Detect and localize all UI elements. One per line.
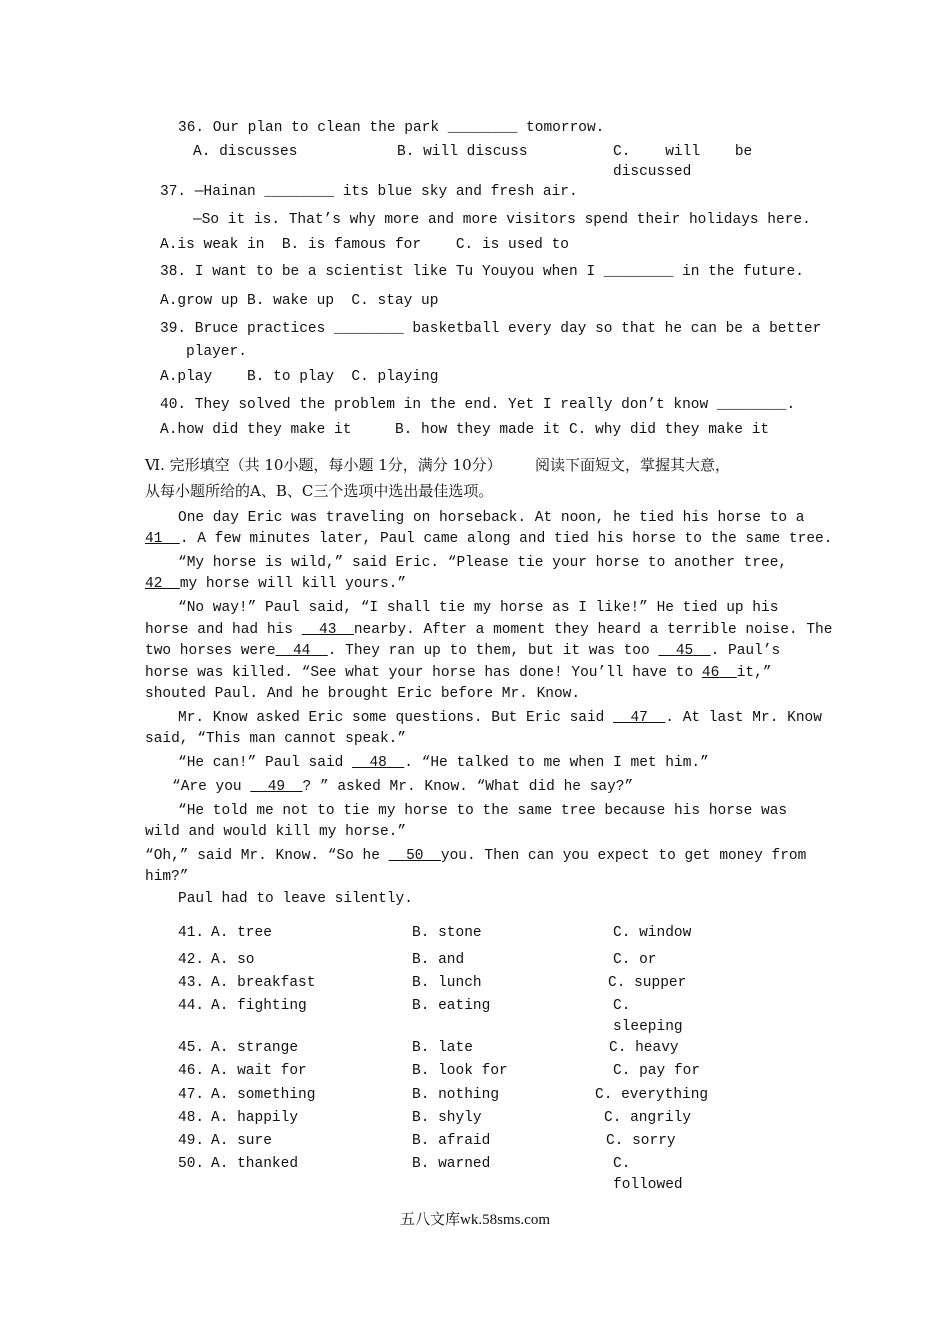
option-c: C. window: [613, 925, 692, 941]
p5-line1: “He can!” Paul said 48 . “He talked to me when I met him.”: [178, 755, 709, 771]
option-b: B. afraid: [412, 1133, 491, 1149]
option-b: B. look for: [412, 1063, 508, 1079]
cloze-heading-line2: 从每小题所给的A、B、C三个选项中选出最佳选项。: [145, 482, 494, 500]
p8-line1: “Oh,” said Mr. Know. “So he 50 you. Then can you expect to get money from: [145, 848, 807, 864]
blank-44: 44: [292, 643, 311, 659]
option-b: B. stone: [412, 925, 482, 941]
option-c: C. or: [613, 952, 657, 968]
option-a: A. strange: [211, 1040, 299, 1056]
p9-line1: Paul had to leave silently.: [178, 891, 413, 907]
q39-stem: 39. Bruce practices ________ basketball every day so that he can be a better: [160, 321, 822, 337]
p1-line2: 41 . A few minutes later, Paul came along and tied his horse to the same tree.: [145, 531, 833, 547]
p3-line2: horse and had his 43 nearby. After a moment they heard a terrible noise. The: [145, 622, 833, 638]
option-c: C. everything: [595, 1087, 709, 1103]
q40-stem: 40. They solved the problem in the end. Yet I really don’t know ________.: [160, 397, 796, 413]
p4-line1: Mr. Know asked Eric some questions. But Eric said 47 . At last Mr. Know: [178, 710, 822, 726]
p3-line3: two horses were 44 . They ran up to them, but it was too 45 . Paul’s: [145, 643, 781, 659]
page-footer: [0, 1208, 950, 1229]
option-a: A. wait for: [211, 1063, 307, 1079]
option-b: B. and: [412, 952, 465, 968]
blank-50: 50: [406, 848, 424, 864]
option-number: 46.: [178, 1063, 205, 1079]
p2-line2: 42 my horse will kill yours.”: [145, 576, 407, 592]
option-a: A. something: [211, 1087, 316, 1103]
blank-45: 45: [675, 643, 694, 659]
q36-option-a: A. discusses: [193, 144, 298, 160]
option-number: 47.: [178, 1087, 205, 1103]
blank-47: 47: [630, 710, 648, 726]
blank-46: 46: [701, 665, 720, 681]
p2-line1: “My horse is wild,” said Eric. “Please tie your horse to another tree,: [178, 555, 788, 571]
q38-options: A.grow up B. wake up C. stay up: [160, 293, 439, 309]
option-a: A. tree: [211, 925, 272, 941]
option-c: C.: [613, 998, 631, 1014]
option-a: A. fighting: [211, 998, 307, 1014]
option-a: A. thanked: [211, 1156, 299, 1172]
p8-line2: him?”: [145, 869, 189, 885]
option-c: C. supper: [608, 975, 687, 991]
p4-line2: said, “This man cannot speak.”: [145, 731, 407, 747]
q39-stem-cont: player.: [186, 344, 247, 360]
option-a: A. so: [211, 952, 255, 968]
p6-line1: “Are you 49 ? ” asked Mr. Know. “What did he say?”: [172, 779, 634, 795]
option-c: C. heavy: [609, 1040, 679, 1056]
blank-49: 49: [267, 779, 286, 795]
q36-option-c: C. will be: [613, 144, 753, 160]
blank-42: 42: [145, 576, 163, 592]
p3-line5: shouted Paul. And he brought Eric before Mr. Know.: [145, 686, 581, 702]
option-number: 43.: [178, 975, 205, 991]
option-c: C.: [613, 1156, 631, 1172]
option-a: A. breakfast: [211, 975, 316, 991]
blank-41: 41: [145, 531, 163, 547]
blank-48: 48: [369, 755, 387, 771]
option-b: B. shyly: [412, 1110, 482, 1126]
p1-line1: One day Eric was traveling on horseback. At noon, he tied his horse to a: [178, 510, 805, 526]
q39-options: A.play B. to play C. playing: [160, 369, 439, 385]
option-number: 42.: [178, 952, 205, 968]
option-a: A. sure: [211, 1133, 272, 1149]
p3-line4: horse was killed. “See what your horse has done! You’ll have to 46 it,”: [145, 665, 772, 681]
q36-option-b: B. will discuss: [397, 144, 528, 160]
q38-stem: 38. I want to be a scientist like Tu Youyou when I ________ in the future.: [160, 264, 804, 280]
p3-line1: “No way!” Paul said, “I shall tie my horse as I like!” He tied up his: [178, 600, 779, 616]
option-b: B. nothing: [412, 1087, 500, 1103]
footer-brand: 五八文库: [399, 1210, 460, 1228]
footer-site-link[interactable]: wk.58sms.com: [460, 1212, 550, 1228]
option-number: 50.: [178, 1156, 205, 1172]
option-b: B. lunch: [412, 975, 482, 991]
blank-43: 43: [319, 622, 337, 638]
option-number: 49.: [178, 1133, 205, 1149]
p7-line1: “He told me not to tie my horse to the same tree because his horse was: [178, 803, 788, 819]
option-number: 45.: [178, 1040, 205, 1056]
option-c: C. sorry: [606, 1133, 676, 1149]
option-b: B. late: [412, 1040, 473, 1056]
option-c: C. pay for: [613, 1063, 701, 1079]
option-c: C. angrily: [604, 1110, 692, 1126]
q37-stem: 37. —Hainan ________ its blue sky and fresh air.: [160, 184, 578, 200]
option-number: 48.: [178, 1110, 205, 1126]
option-a: A. happily: [211, 1110, 299, 1126]
option-number: 44.: [178, 998, 205, 1014]
option-b: B. eating: [412, 998, 491, 1014]
option-number: 41.: [178, 925, 205, 941]
q40-options: A.how did they make it B. how they made it C. why did they make it: [160, 422, 770, 438]
cloze-heading-line1: Ⅵ. 完形填空（共 10小题，每小题 1分，满分 10分） 阅读下面短文，掌握其大意，: [145, 456, 731, 474]
p7-line2: wild and would kill my horse.”: [145, 824, 407, 840]
q36-stem: 36. Our plan to clean the park ________ tomorrow.: [178, 120, 605, 136]
option-b: B. warned: [412, 1156, 491, 1172]
q37-options: A.is weak in B. is famous for C. is used to: [160, 237, 569, 253]
q36-option-c-cont: discussed: [613, 164, 692, 180]
option-c-cont: followed: [613, 1177, 683, 1193]
option-c-cont: sleeping: [613, 1019, 683, 1035]
q37-reply: —So it is. That’s why more and more visitors spend their holidays here.: [193, 212, 811, 228]
